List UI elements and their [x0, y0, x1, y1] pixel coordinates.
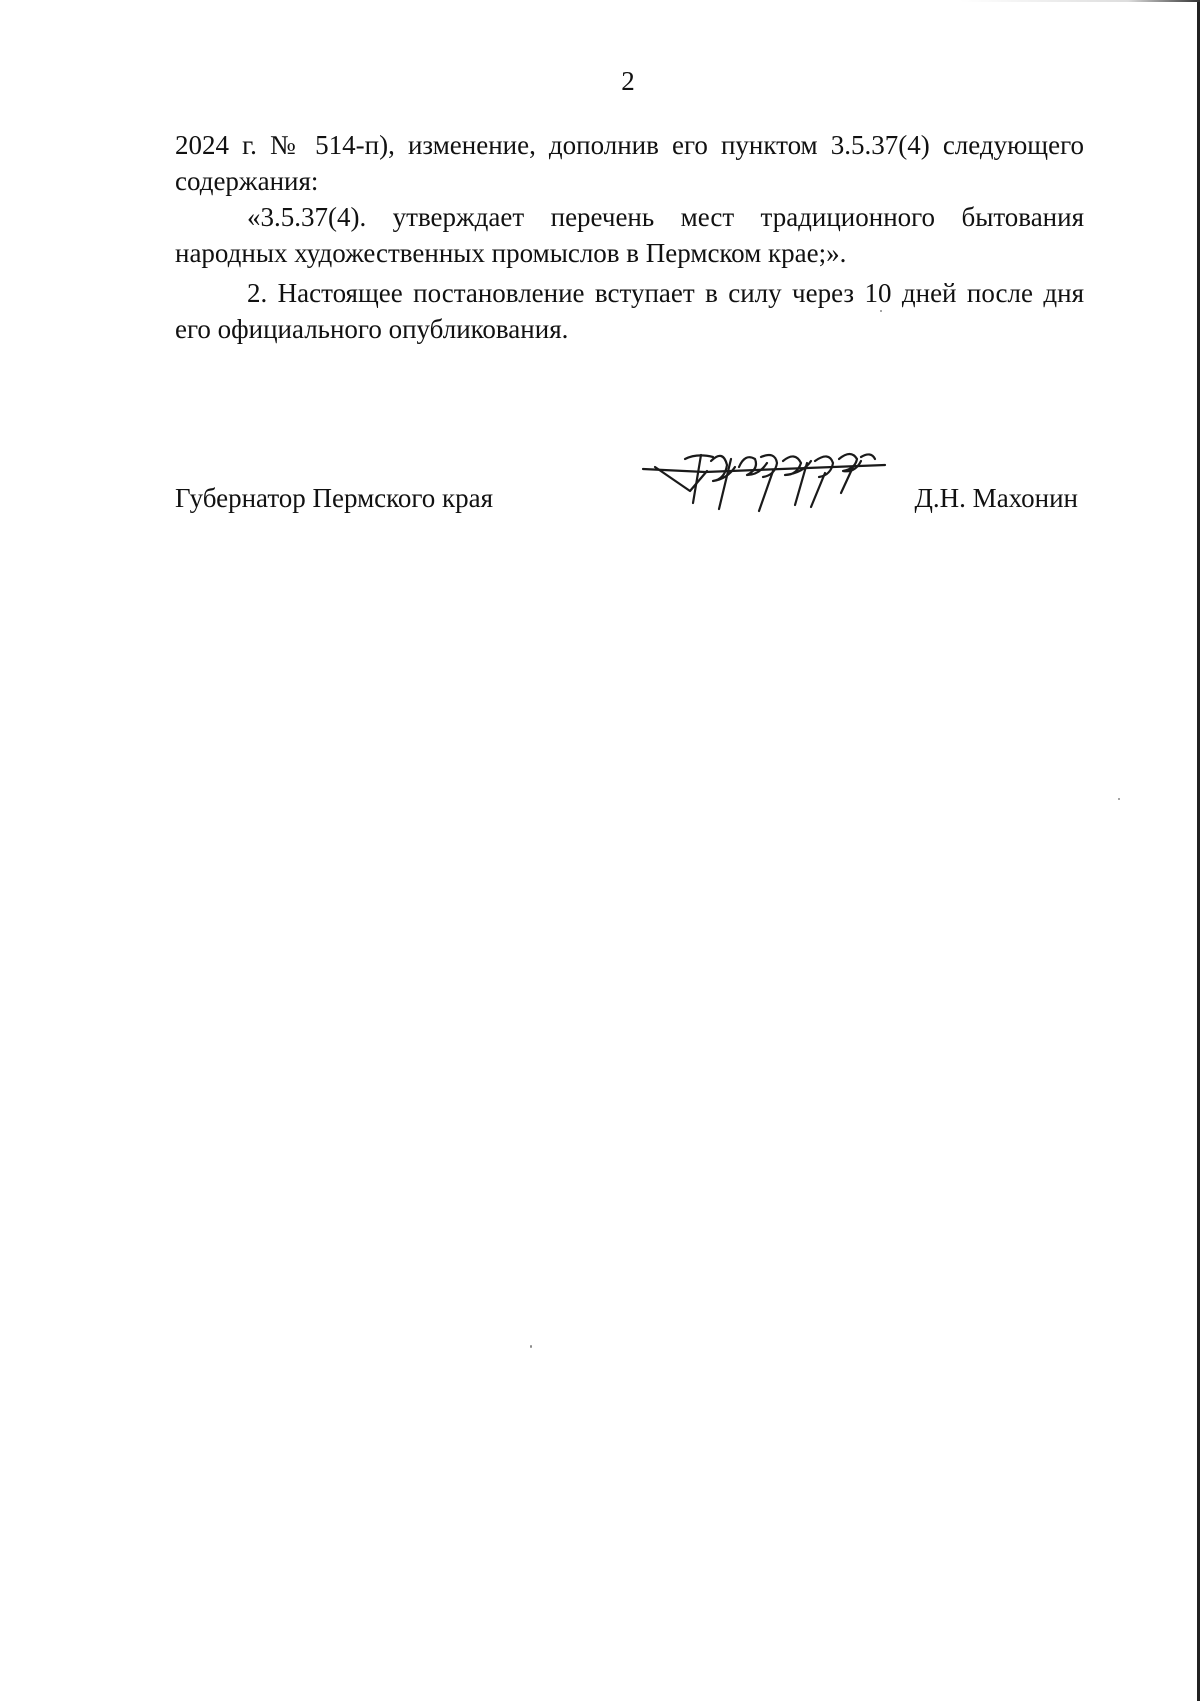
- page-number: 2: [621, 66, 635, 96]
- signatory-name: Д.Н. Махонин: [914, 483, 1078, 513]
- scan-speck: [1118, 798, 1120, 800]
- handwritten-signature: [635, 445, 905, 535]
- paragraph-amendment: 2024 г. № 514-п), изменение, дополнив его пунктом 3.5.37(4) следующего содержания:: [175, 130, 1084, 196]
- paragraph-entry-into-force: 2. Настоящее постановление вступает в силу через 10 дней после дня его официального опубликования.: [175, 278, 1084, 344]
- scan-border-top: [0, 0, 1200, 2]
- signature-block: [175, 480, 1084, 540]
- signatory-position: Губернатор Пермского края: [175, 483, 494, 513]
- scan-speck: [880, 310, 882, 312]
- scan-speck: [530, 1345, 532, 1348]
- paragraph-quoted-clause: «3.5.37(4). утверждает перечень мест традиционного бытования народных художественных промыслов в Пермском крае;».: [175, 202, 1084, 268]
